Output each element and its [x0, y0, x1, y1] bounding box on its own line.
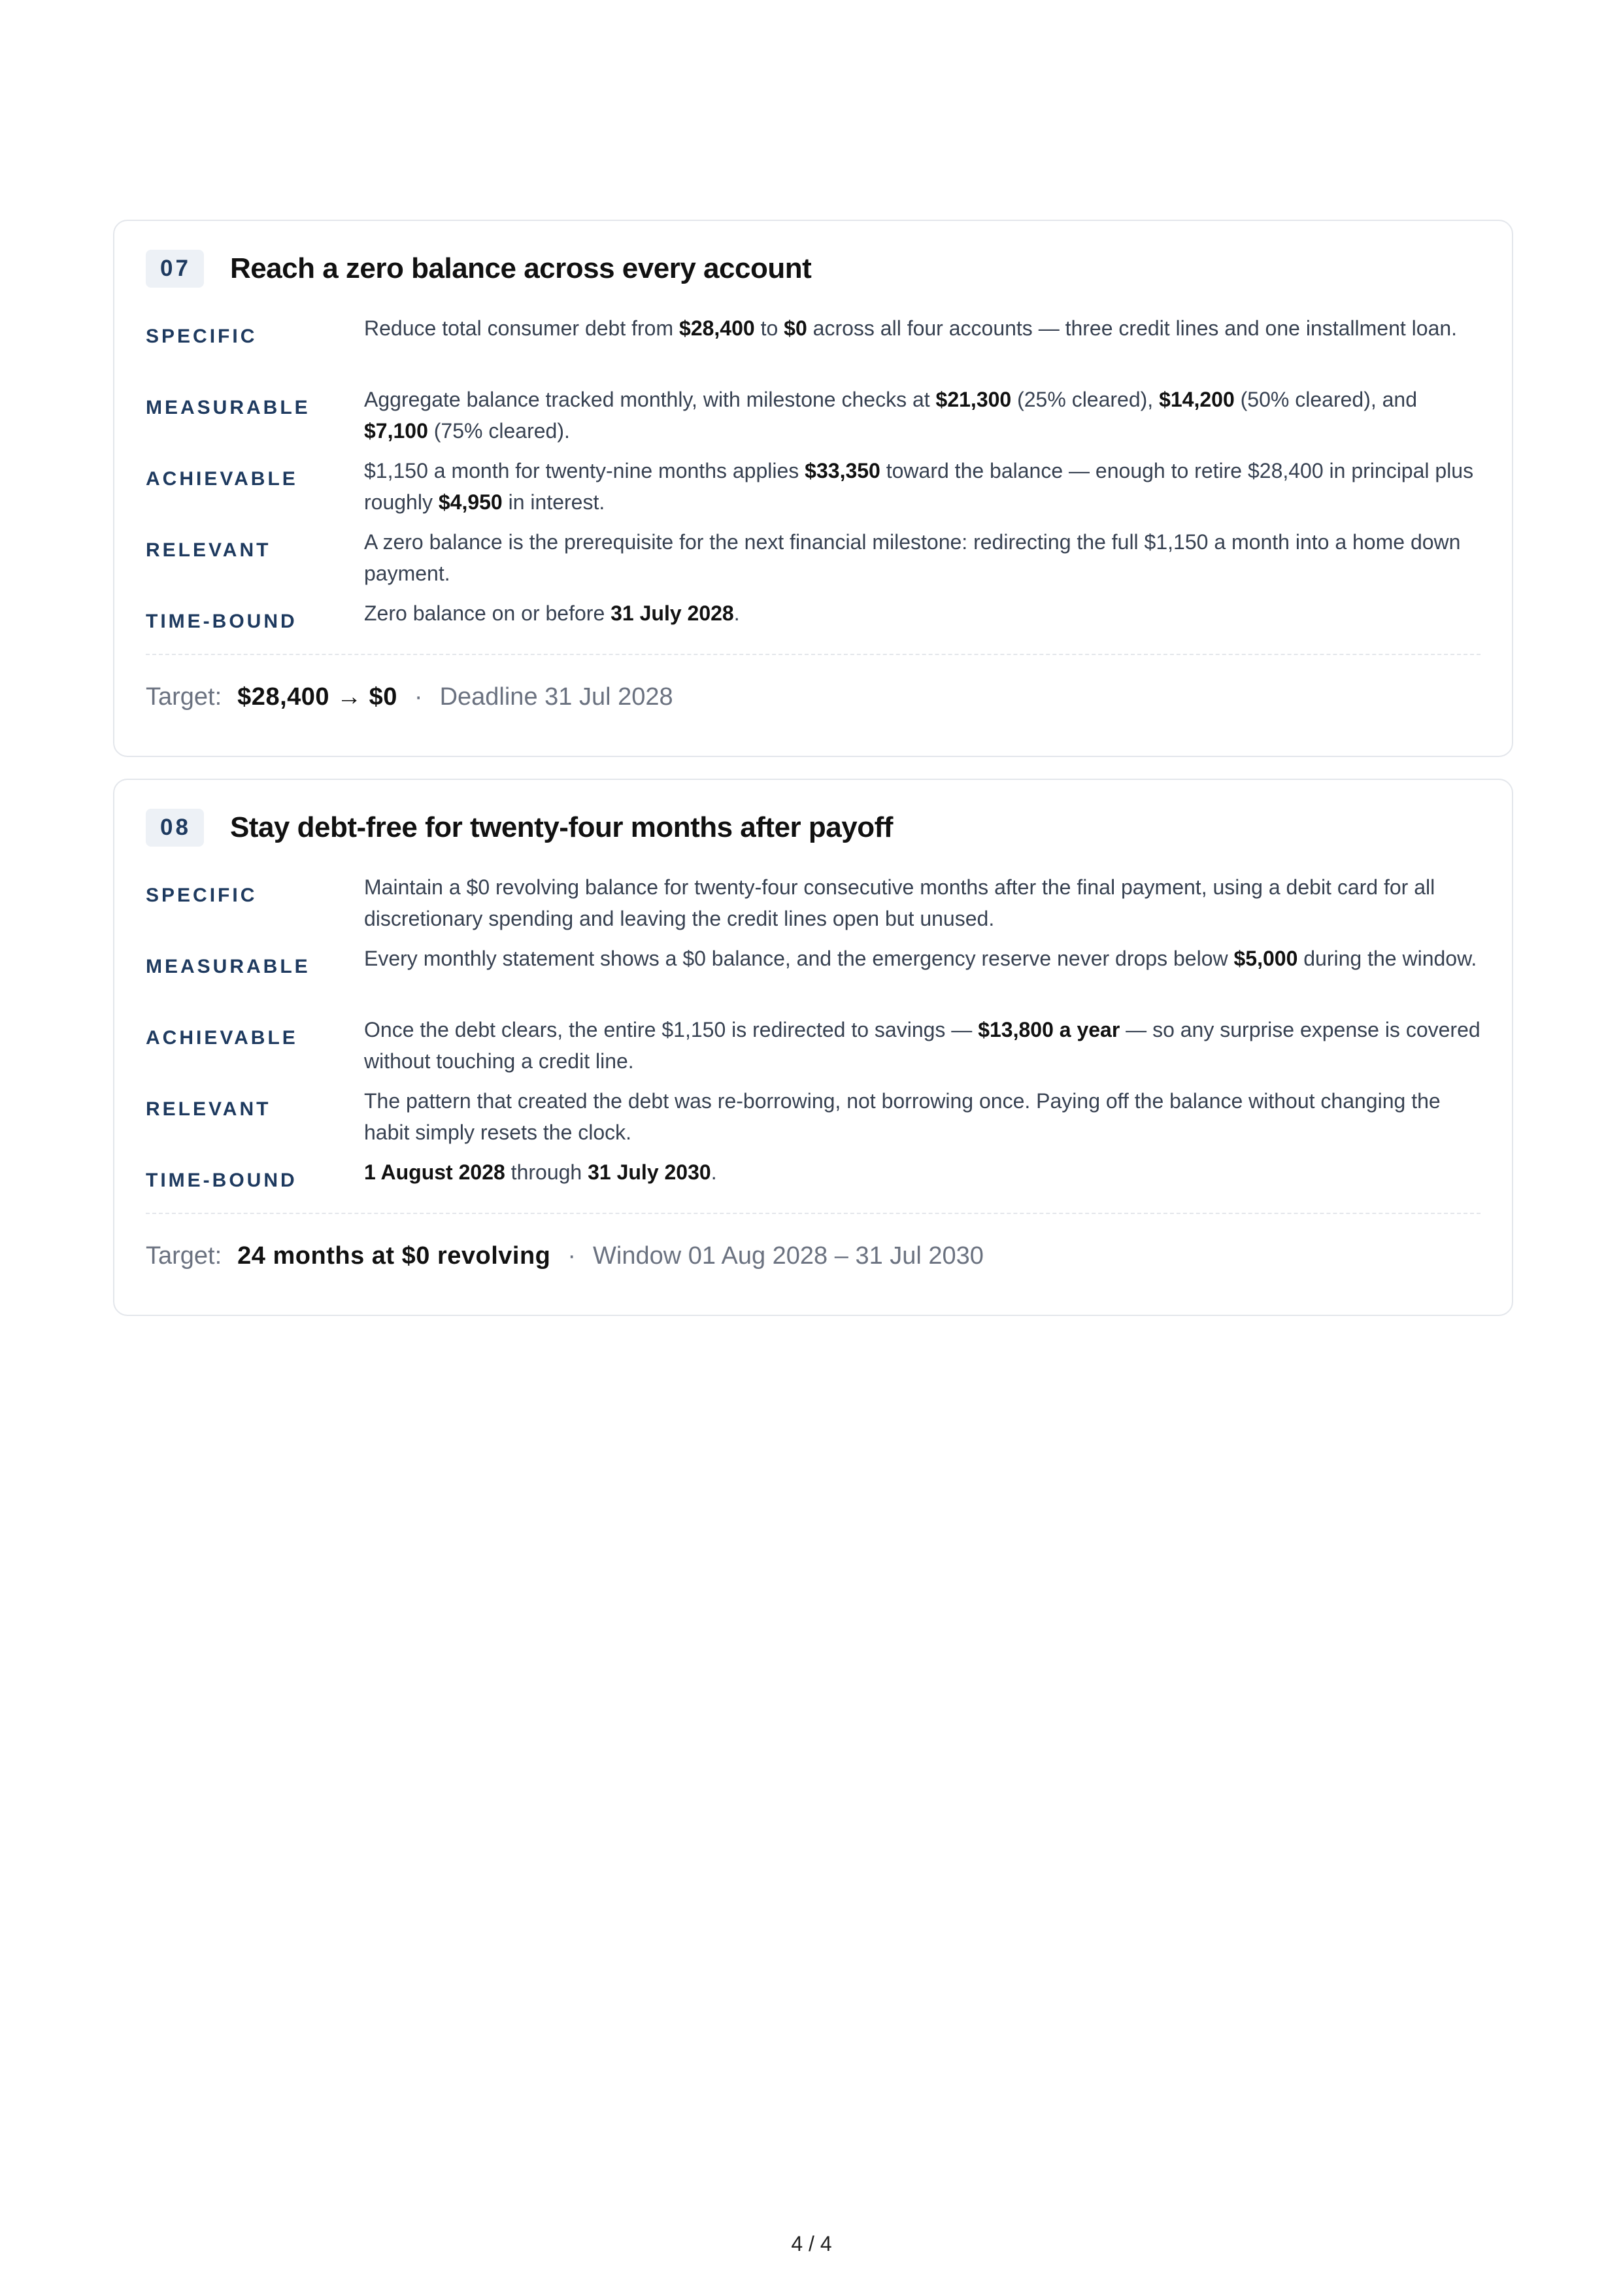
target-label: Target: — [146, 1241, 222, 1270]
text-segment: A zero balance is the prerequisite for the next financial milestone: redirecting the full $1,150 a month into a home down payment. — [364, 530, 1461, 585]
text-segment: Every monthly statement shows a $0 balance, and the emergency reserve never drops below — [364, 947, 1234, 970]
deadline-text: Deadline 31 Jul 2028 — [439, 683, 673, 711]
text-segment: (25% cleared), — [1011, 388, 1160, 411]
smart-text — [364, 868, 1481, 934]
target-value: 24 months at $0 revolving — [237, 1241, 551, 1270]
emphasis-value: $21,300 — [935, 388, 1012, 411]
text-segment: toward the balance — enough to retire $28,400 in principal plus roughly — [364, 459, 1474, 514]
text-segment: $1,150 a month for twenty-nine months applies — [364, 459, 805, 482]
smart-row-measurable — [146, 380, 1481, 451]
text-segment: Once the debt clears, the entire $1,150 is redirected to savings — — [364, 1018, 979, 1041]
target-label: Target: — [146, 683, 222, 711]
text-segment: . — [733, 601, 740, 625]
smart-label: SPECIFIC — [146, 326, 258, 347]
card-header — [146, 248, 1481, 289]
footer-separator: · — [567, 1241, 577, 1270]
text-segment: Maintain a $0 revolving balance for twenty-four consecutive months after the final payment, using a debit card for all discretionary spending and leaving the credit lines open but unused. — [364, 875, 1435, 930]
text-segment: . — [711, 1160, 717, 1184]
text-segment: (50% cleared), and — [1234, 388, 1418, 411]
smart-text — [364, 1081, 1481, 1148]
text-segment: Aggregate balance tracked monthly, with milestone checks at — [364, 388, 936, 411]
smart-row-specific — [146, 309, 1481, 380]
text-segment: across all four accounts — three credit lines and one installment loan. — [807, 316, 1458, 340]
emphasis-value: $4,950 — [438, 490, 503, 514]
smart-row-achievable — [146, 1010, 1481, 1081]
text-segment: through — [505, 1160, 588, 1184]
emphasis-value: $28,400 — [679, 316, 755, 340]
smart-text — [364, 939, 1481, 974]
text-segment: to — [754, 316, 784, 340]
goal-card — [113, 220, 1513, 757]
target-value: $28,400 → $0 — [237, 683, 397, 711]
card-header — [146, 807, 1481, 848]
smart-row-measurable — [146, 939, 1481, 1010]
smart-row-relevant — [146, 522, 1481, 594]
emphasis-value: $7,100 — [364, 419, 428, 443]
text-segment: Zero balance on or before — [364, 601, 611, 625]
emphasis-value: $33,350 — [805, 459, 880, 482]
card-footer — [146, 1214, 1481, 1298]
page-number: 4 / 4 — [791, 2232, 832, 2255]
smart-label: MEASURABLE — [146, 397, 310, 418]
smart-label: MEASURABLE — [146, 956, 310, 977]
goal-title: Reach a zero balance across every account — [229, 252, 812, 284]
footer-separator: · — [414, 683, 423, 711]
emphasis-value: $0 — [784, 316, 807, 340]
emphasis-value: 31 July 2030 — [588, 1160, 711, 1184]
text-segment: The pattern that created the debt was re-borrowing, not borrowing once. Paying off the balance without changing the habit simply resets the clock. — [364, 1089, 1441, 1144]
emphasis-value: $5,000 — [1233, 947, 1298, 970]
smart-text — [364, 1010, 1481, 1077]
smart-text — [364, 522, 1481, 589]
smart-row-achievable — [146, 451, 1481, 522]
emphasis-value: $14,200 — [1159, 388, 1235, 411]
text-segment: during the window. — [1297, 947, 1477, 970]
smart-label: SPECIFIC — [146, 885, 258, 906]
window-text: Window 01 Aug 2028 – 31 Jul 2030 — [593, 1241, 984, 1270]
goal-title: Stay debt-free for twenty-four months after payoff — [229, 811, 893, 843]
text-segment: Reduce total consumer debt from — [364, 316, 680, 340]
emphasis-value: 31 July 2028 — [611, 601, 734, 625]
smart-label: ACHIEVABLE — [146, 1027, 298, 1049]
emphasis-value: 1 August 2028 — [364, 1160, 505, 1184]
goal-card — [113, 779, 1513, 1316]
emphasis-value: $13,800 a year — [978, 1018, 1120, 1041]
smart-row-relevant — [146, 1081, 1481, 1153]
smart-row-specific — [146, 868, 1481, 939]
smart-label: TIME-BOUND — [146, 1170, 297, 1191]
smart-rows — [146, 309, 1481, 646]
text-segment: in interest. — [502, 490, 605, 514]
smart-text — [364, 309, 1481, 344]
goal-number-badge: 08 — [146, 809, 204, 847]
smart-rows — [146, 868, 1481, 1205]
text-segment: (75% cleared). — [427, 419, 570, 443]
text-segment: — so any surprise expense is covered without touching a credit line. — [364, 1018, 1481, 1073]
smart-label: ACHIEVABLE — [146, 468, 298, 490]
smart-row-time-bound — [146, 594, 1481, 646]
goal-number-badge: 07 — [146, 250, 204, 288]
smart-text — [364, 594, 1481, 629]
smart-text — [364, 451, 1481, 518]
smart-text — [364, 1153, 1481, 1188]
smart-label: TIME-BOUND — [146, 611, 297, 632]
smart-row-time-bound — [146, 1153, 1481, 1205]
smart-text — [364, 380, 1481, 447]
smart-label: RELEVANT — [146, 1098, 271, 1120]
card-footer — [146, 655, 1481, 739]
smart-label: RELEVANT — [146, 539, 271, 561]
